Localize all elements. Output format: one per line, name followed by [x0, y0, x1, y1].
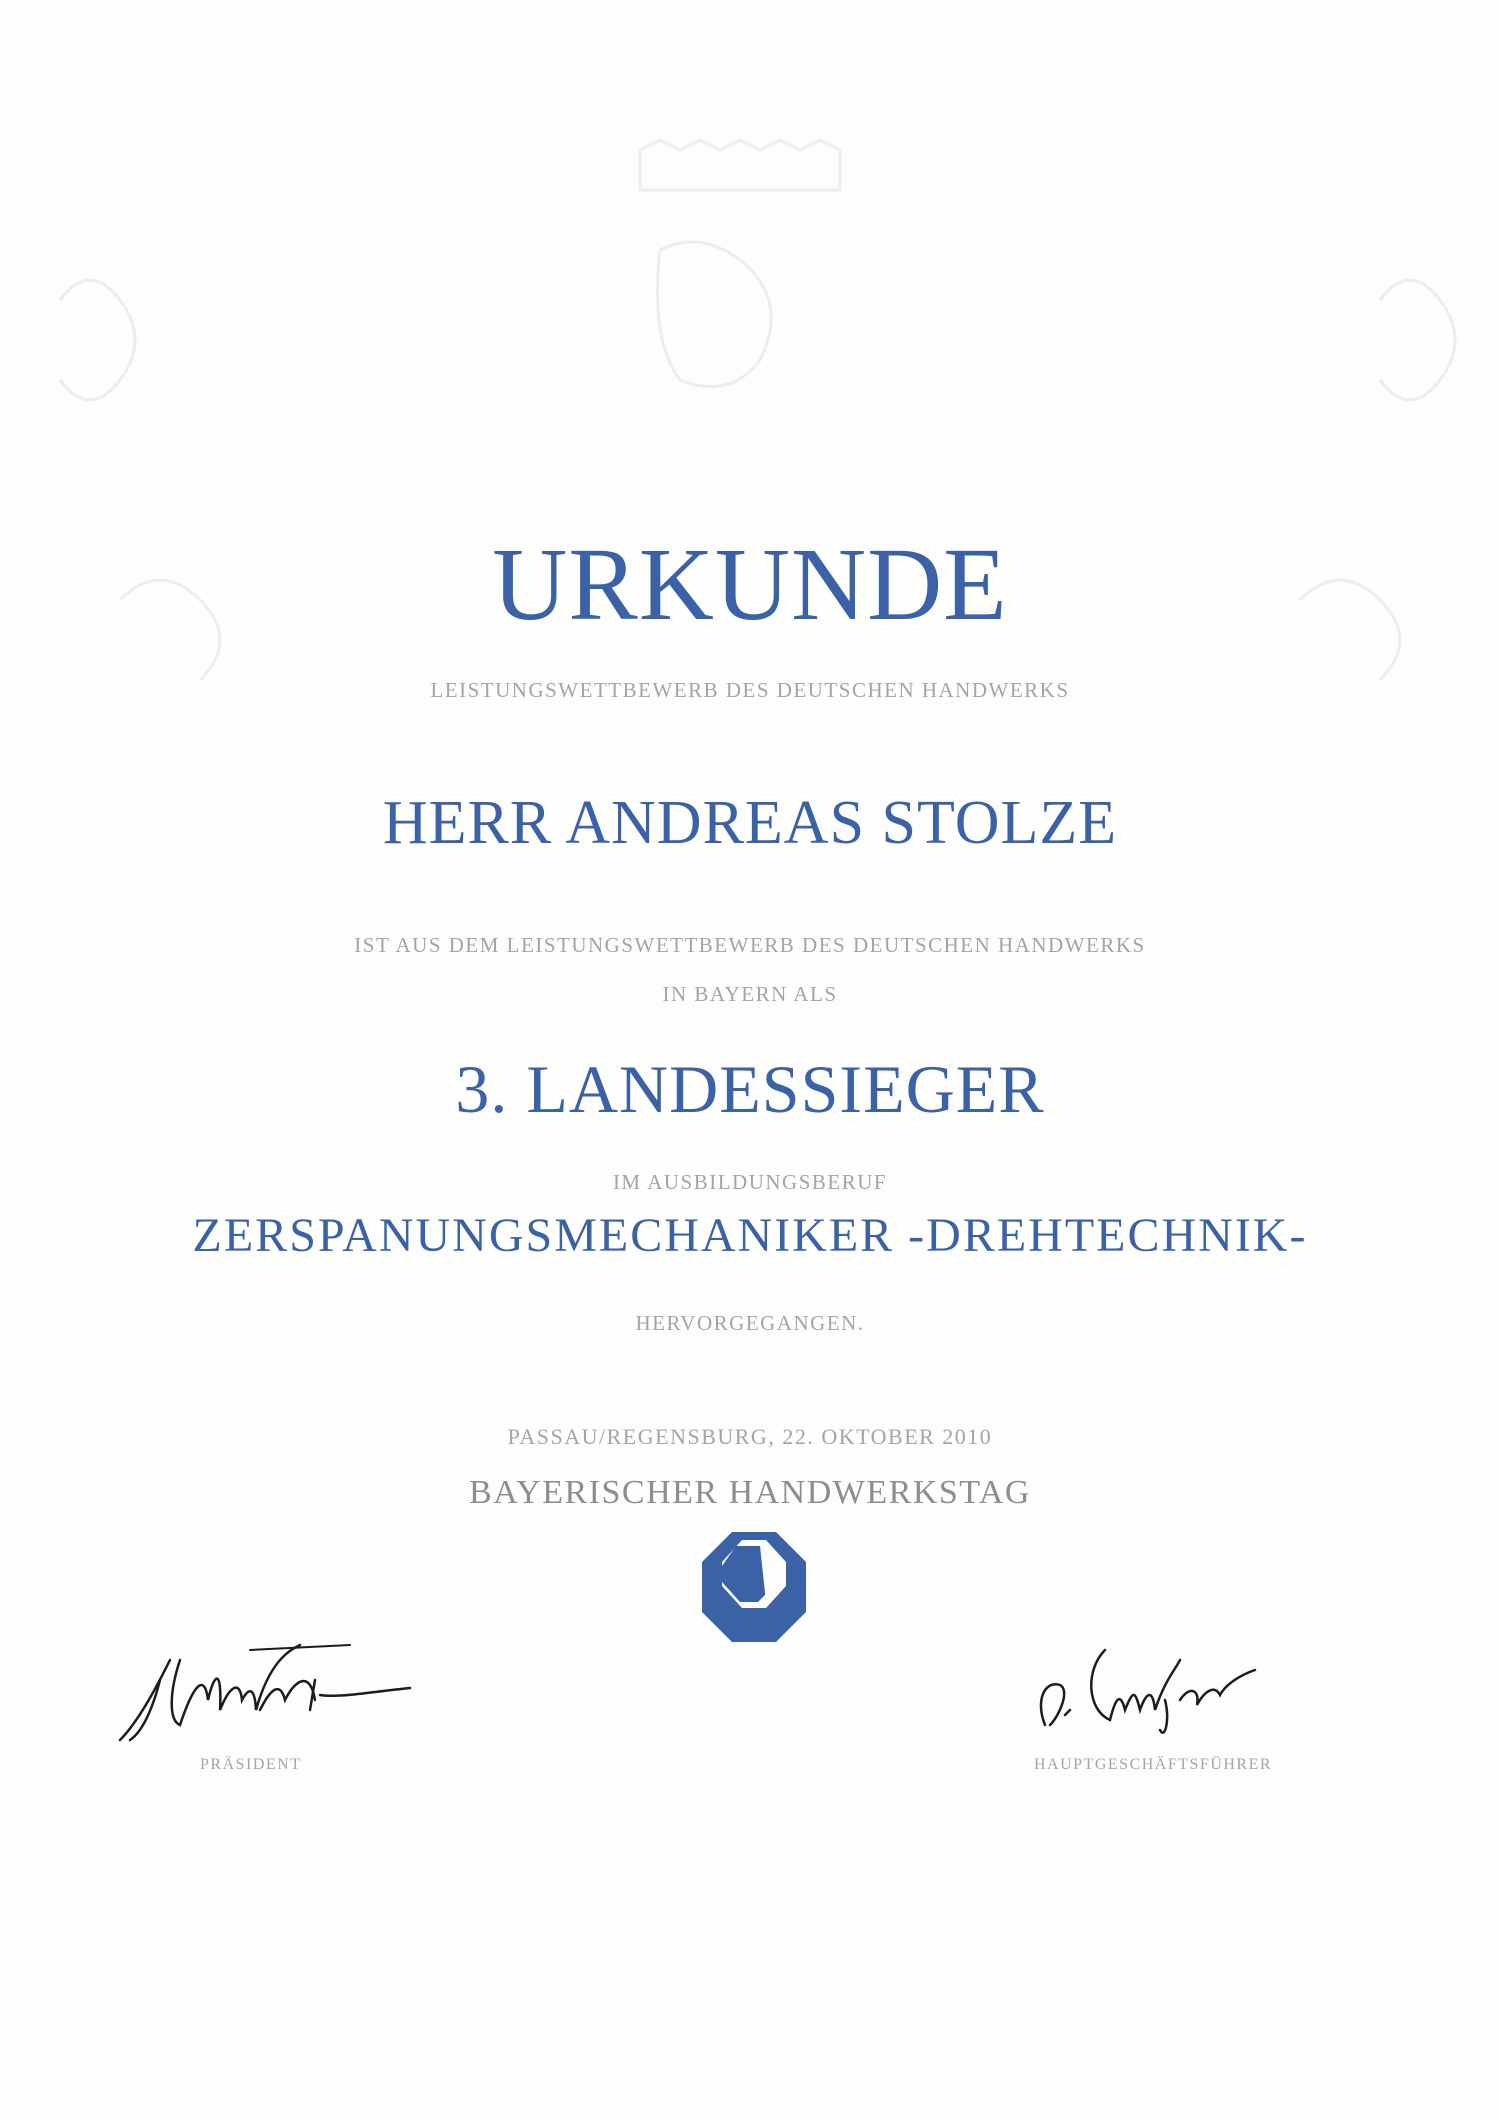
president-label: PRÄSIDENT — [200, 1756, 302, 1773]
signature-left-icon — [110, 1640, 470, 1750]
recipient-name: HERR ANDREAS STOLZE — [382, 789, 1118, 857]
craft-logo-icon — [702, 1532, 806, 1642]
place-date: PASSAU/REGENSBURG, 22. OKTOBER 2010 — [507, 1424, 993, 1449]
trade-intro: IM AUSBILDUNGSBERUF — [612, 1170, 888, 1194]
closing-text: HERVORGEGANGEN. — [635, 1311, 865, 1335]
intro-line-2: IN BAYERN ALS — [662, 982, 838, 1006]
rank-title: 3. LANDESSIEGER — [455, 1051, 1045, 1127]
managing-director-label: HAUPTGESCHÄFTSFÜHRER — [1034, 1756, 1273, 1773]
signature-right-icon — [1015, 1630, 1275, 1740]
trade-name: ZERSPANUNGSMECHANIKER -DREHTECHNIK- — [192, 1209, 1308, 1262]
event-name: BAYERISCHER HANDWERKSTAG — [469, 1474, 1031, 1511]
certificate-title: URKUNDE — [492, 527, 1008, 642]
intro-line-1: IST AUS DEM LEISTUNGSWETTBEWERB DES DEUTSCHEN HANDWERKS — [354, 933, 1146, 957]
competition-subtitle: LEISTUNGSWETTBEWERB DES DEUTSCHEN HANDWERKS — [430, 678, 1070, 702]
